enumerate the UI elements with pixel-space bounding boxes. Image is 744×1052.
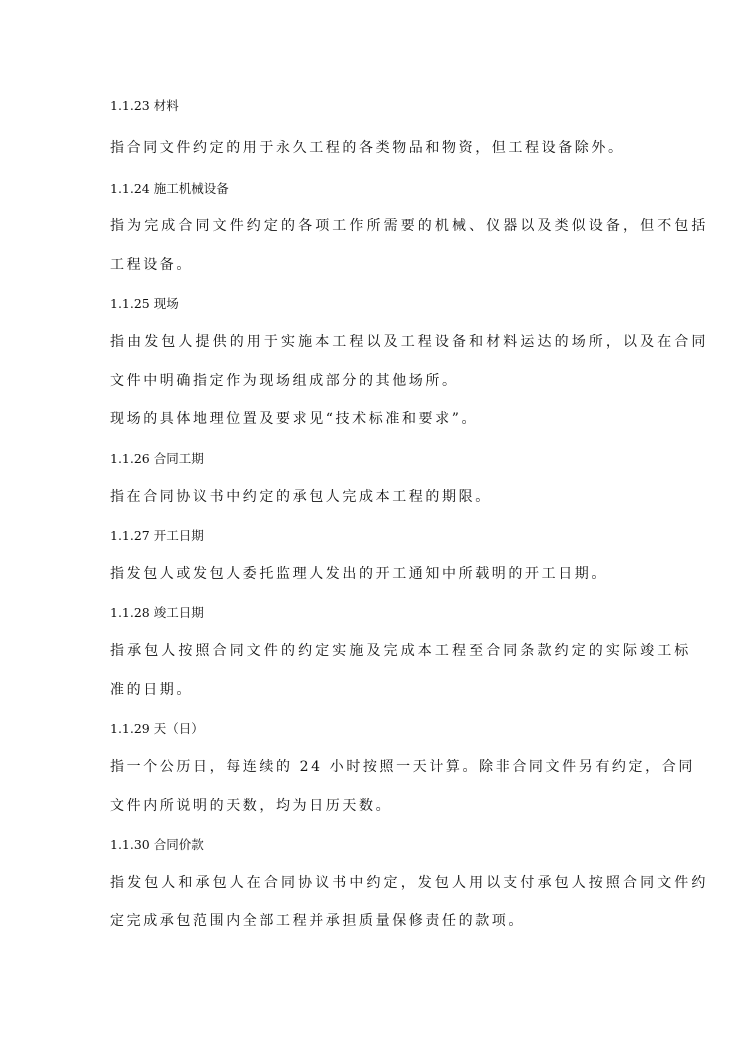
section-heading-1-1-26: 1.1.26 合同工期	[110, 451, 204, 466]
section-heading-1-1-30: 1.1.30 合同价款	[110, 837, 204, 852]
paragraph-line: 指一个公历日，每连续的 24 小时按照一天计算。除非合同文件另有约定，合同	[110, 759, 695, 775]
paragraph-line: 指在合同协议书中约定的承包人完成本工程的期限。	[110, 489, 492, 505]
section-heading-1-1-24: 1.1.24 施工机械设备	[110, 181, 229, 196]
section-heading-1-1-23: 1.1.23 材料	[110, 98, 179, 113]
paragraph-line: 指发包人和承包人在合同协议书中约定，发包人用以支付承包人按照合同文件约	[110, 875, 709, 891]
paragraph-line: 文件中明确指定作为现场组成部分的其他场所。	[110, 373, 459, 389]
section-heading-1-1-27: 1.1.27 开工日期	[110, 528, 204, 543]
paragraph-line: 指合同文件约定的用于永久工程的各类物品和物资，但工程设备除外。	[110, 140, 625, 156]
section-heading-1-1-29: 1.1.29 天（日）	[110, 721, 204, 736]
section-heading-1-1-28: 1.1.28 竣工日期	[110, 605, 204, 620]
paragraph-line: 定完成承包范围内全部工程并承担质量保修责任的款项。	[110, 913, 525, 929]
paragraph-line: 指为完成合同文件约定的各项工作所需要的机械、仪器以及类似设备，但不包括	[110, 218, 709, 234]
paragraph-line: 指由发包人提供的用于实施本工程以及工程设备和材料运达的场所，以及在合同	[110, 334, 709, 350]
paragraph-line: 准的日期。	[110, 682, 193, 698]
paragraph-line: 指承包人按照合同文件的约定实施及完成本工程至合同条款约定的实际竣工标	[110, 643, 692, 659]
paragraph-line: 工程设备。	[110, 257, 193, 273]
paragraph-line: 指发包人或发包人委托监理人发出的开工通知中所载明的开工日期。	[110, 566, 608, 582]
section-heading-1-1-25: 1.1.25 现场	[110, 296, 179, 311]
paragraph-line: 文件内所说明的天数，均为日历天数。	[110, 798, 393, 814]
paragraph-line: 现场的具体地理位置及要求见“技术标准和要求”。	[110, 411, 479, 427]
